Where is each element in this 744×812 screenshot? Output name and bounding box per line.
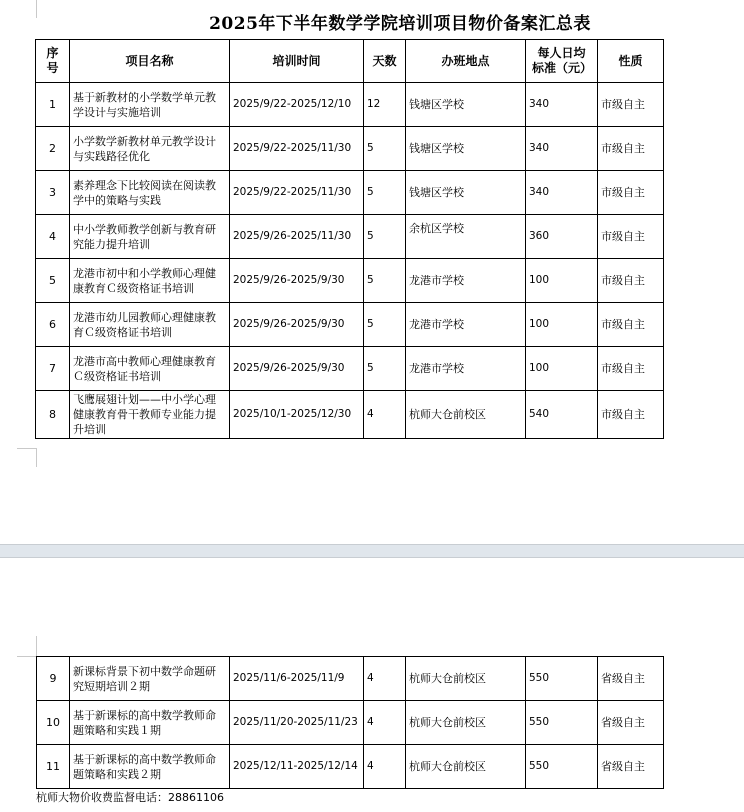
training-days: 5 <box>364 171 406 215</box>
training-period: 2025/9/26-2025/9/30 <box>230 259 364 303</box>
table-header-row <box>36 40 664 83</box>
row-number: 7 <box>36 347 70 391</box>
row-number: 9 <box>37 657 70 701</box>
daily-price: 540 <box>526 391 598 439</box>
project-name: 素养理念下比较阅读在阅读教学中的策略与实践 <box>70 171 230 215</box>
training-days: 12 <box>364 83 406 127</box>
header-location: 办班地点 <box>406 40 526 83</box>
daily-price: 340 <box>526 83 598 127</box>
project-name: 龙港市幼儿园教师心理健康教育Ｃ级资格证书培训 <box>70 303 230 347</box>
training-period: 2025/12/11-2025/12/14 <box>230 745 364 789</box>
training-location: 龙港市学校 <box>406 347 526 391</box>
daily-price: 360 <box>526 215 598 259</box>
table-row <box>36 215 664 259</box>
training-period: 2025/11/6-2025/11/9 <box>230 657 364 701</box>
training-location: 龙港市学校 <box>406 303 526 347</box>
project-type: 市级自主 <box>598 391 664 439</box>
project-type: 市级自主 <box>598 171 664 215</box>
daily-price: 550 <box>526 701 598 745</box>
price-table-page-1 <box>35 39 664 439</box>
table-row <box>36 391 664 439</box>
training-period: 2025/10/1-2025/12/30 <box>230 391 364 439</box>
training-days: 4 <box>364 745 406 789</box>
header-price: 每人日均标准（元） <box>526 40 598 83</box>
training-location: 杭师大仓前校区 <box>406 701 526 745</box>
row-number: 1 <box>36 83 70 127</box>
row-number: 3 <box>36 171 70 215</box>
project-name: 小学数学新教材单元教学设计与实践路径优化 <box>70 127 230 171</box>
daily-price: 100 <box>526 303 598 347</box>
daily-price: 340 <box>526 171 598 215</box>
table-row <box>36 259 664 303</box>
training-location: 杭师大仓前校区 <box>406 745 526 789</box>
project-type: 省级自主 <box>598 745 664 789</box>
project-type: 市级自主 <box>598 347 664 391</box>
training-period: 2025/9/22-2025/12/10 <box>230 83 364 127</box>
project-name: 基于新教材的小学数学单元教学设计与实施培训 <box>70 83 230 127</box>
daily-price: 550 <box>526 657 598 701</box>
training-location: 钱塘区学校 <box>406 171 526 215</box>
daily-price: 100 <box>526 347 598 391</box>
row-number: 8 <box>36 391 70 439</box>
page-corner-mark <box>17 636 37 657</box>
footer-phone-note: 杭师大物价收费监督电话：28861106 <box>36 791 224 804</box>
project-name: 新课标背景下初中数学命题研究短期培训２期 <box>70 657 230 701</box>
project-type: 省级自主 <box>598 701 664 745</box>
page-corner-mark <box>17 448 37 467</box>
training-days: 4 <box>364 657 406 701</box>
project-name: 基于新课标的高中数学教师命题策略和实践１期 <box>70 701 230 745</box>
header-name: 项目名称 <box>70 40 230 83</box>
project-type: 省级自主 <box>598 657 664 701</box>
table-row <box>37 657 664 701</box>
training-period: 2025/11/20-2025/11/23 <box>230 701 364 745</box>
header-period: 培训时间 <box>230 40 364 83</box>
row-number: 5 <box>36 259 70 303</box>
project-name: 基于新课标的高中数学教师命题策略和实践２期 <box>70 745 230 789</box>
project-name: 龙港市初中和小学教师心理健康教育Ｃ级资格证书培训 <box>70 259 230 303</box>
table-row <box>37 745 664 789</box>
training-location: 余杭区学校 <box>406 215 526 259</box>
row-number: 2 <box>36 127 70 171</box>
daily-price: 340 <box>526 127 598 171</box>
project-type: 市级自主 <box>598 127 664 171</box>
training-days: 5 <box>364 303 406 347</box>
project-name: 中小学教师教学创新与教育研究能力提升培训 <box>70 215 230 259</box>
row-number: 4 <box>36 215 70 259</box>
training-days: 4 <box>364 701 406 745</box>
price-table-page-2 <box>36 656 664 789</box>
daily-price: 100 <box>526 259 598 303</box>
table-row <box>36 347 664 391</box>
table-row <box>36 83 664 127</box>
document-page-2 <box>0 558 744 812</box>
page-break-gap <box>0 544 744 558</box>
project-type: 市级自主 <box>598 303 664 347</box>
table-row <box>36 303 664 347</box>
training-location: 钱塘区学校 <box>406 127 526 171</box>
training-days: 5 <box>364 215 406 259</box>
header-days: 天数 <box>364 40 406 83</box>
table-row <box>36 127 664 171</box>
header-no: 序号 <box>36 40 70 83</box>
training-days: 5 <box>364 127 406 171</box>
row-number: 6 <box>36 303 70 347</box>
project-type: 市级自主 <box>598 259 664 303</box>
project-name: 龙港市高中教师心理健康教育Ｃ级资格证书培训 <box>70 347 230 391</box>
project-type: 市级自主 <box>598 83 664 127</box>
project-type: 市级自主 <box>598 215 664 259</box>
training-location: 龙港市学校 <box>406 259 526 303</box>
training-period: 2025/9/22-2025/11/30 <box>230 171 364 215</box>
row-number: 11 <box>37 745 70 789</box>
row-number: 10 <box>37 701 70 745</box>
daily-price: 550 <box>526 745 598 789</box>
document-title: 2025年下半年数学学院培训项目物价备案汇总表 <box>209 14 591 34</box>
training-period: 2025/9/26-2025/9/30 <box>230 347 364 391</box>
training-days: 4 <box>364 391 406 439</box>
project-name: 飞鹰展翅计划——中小学心理健康教育骨干教师专业能力提升培训 <box>70 391 230 439</box>
training-days: 5 <box>364 259 406 303</box>
table-row <box>36 171 664 215</box>
table-row <box>37 701 664 745</box>
training-period: 2025/9/22-2025/11/30 <box>230 127 364 171</box>
training-location: 钱塘区学校 <box>406 83 526 127</box>
header-type: 性质 <box>598 40 664 83</box>
training-days: 5 <box>364 347 406 391</box>
training-period: 2025/9/26-2025/11/30 <box>230 215 364 259</box>
training-period: 2025/9/26-2025/9/30 <box>230 303 364 347</box>
training-location: 杭师大仓前校区 <box>406 391 526 439</box>
training-location: 杭师大仓前校区 <box>406 657 526 701</box>
